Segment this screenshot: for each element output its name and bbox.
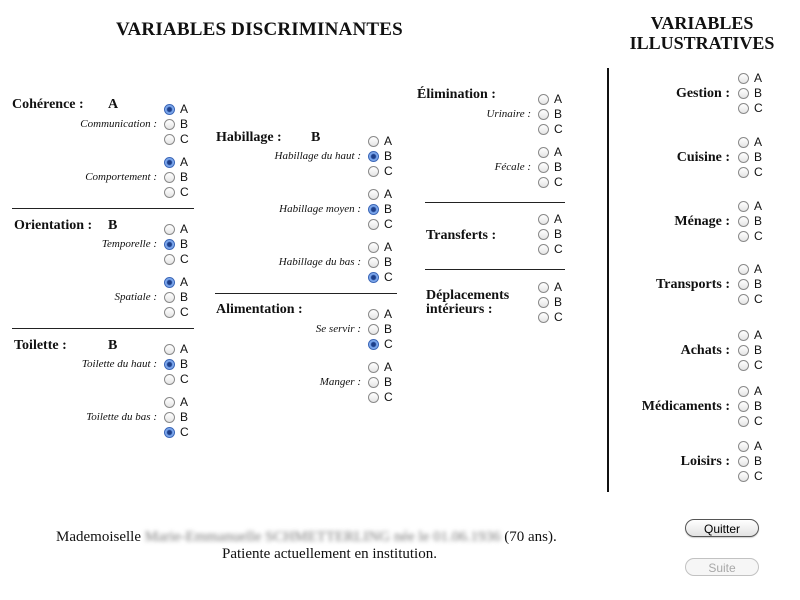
loisirs-option-b[interactable] [738, 454, 778, 469]
radio-option-label: C [754, 229, 763, 243]
toilette-label: Toilette : [14, 338, 67, 353]
loisirs-option-c[interactable] [738, 469, 778, 484]
patient-name: Marie-Emmanuelle SCHMETTERLING née le 01.06.1936 [144, 529, 501, 545]
radio-option-label: B [754, 86, 763, 100]
radio-option-label: C [384, 390, 393, 404]
radio-option-label: B [180, 290, 189, 304]
radio-option-label: B [180, 410, 189, 424]
loisirs-option-a[interactable] [738, 439, 778, 454]
radio-option-label: C [554, 175, 563, 189]
radio-button[interactable] [738, 216, 749, 227]
radio-button[interactable] [164, 292, 175, 303]
se-servir-label: Se servir : [315, 323, 361, 335]
deplacements-label: Déplacements intérieurs : [426, 288, 510, 317]
radio-button[interactable] [368, 189, 379, 200]
radio-option-label: A [180, 155, 189, 169]
radio-option-label: A [554, 212, 563, 226]
achats-option-a[interactable] [738, 328, 778, 343]
manger-radio-group [368, 360, 408, 405]
urinaire-option-c[interactable] [538, 122, 578, 137]
radio-option-label: C [180, 185, 189, 199]
radio-option-label: A [554, 280, 563, 294]
radio-option-label: A [554, 145, 563, 159]
radio-option-label: B [754, 454, 763, 468]
patient-line [56, 529, 557, 546]
radio-option-label: B [554, 227, 563, 241]
radio-button[interactable] [164, 104, 175, 115]
spatiale-option-b[interactable] [164, 290, 204, 305]
radio-button[interactable] [368, 257, 379, 268]
manger-label: Manger : [319, 376, 361, 388]
radio-button[interactable] [368, 309, 379, 320]
habillage-du-bas-radio-group [368, 240, 408, 285]
next-button[interactable]: Suite [685, 558, 759, 576]
radio-button[interactable] [738, 73, 749, 84]
transports-label: Transports : [655, 277, 730, 292]
radio-button[interactable] [738, 441, 749, 452]
radio-button[interactable] [368, 166, 379, 177]
radio-option-label: C [180, 305, 189, 319]
radio-option-label: C [754, 414, 763, 428]
radio-button[interactable] [738, 345, 749, 356]
achats-option-b[interactable] [738, 343, 778, 358]
radio-option-label: A [384, 307, 393, 321]
radio-option-label: B [384, 255, 393, 269]
radio-option-label: A [384, 187, 393, 201]
menage-option-a[interactable] [738, 199, 778, 214]
cuisine-option-a[interactable] [738, 135, 778, 150]
menage-label: Ménage : [674, 214, 730, 229]
spatiale-option-a[interactable] [164, 275, 204, 290]
manger-option-b[interactable] [368, 375, 408, 390]
transferts-option-c[interactable] [538, 242, 578, 257]
heading-variables-illustratives: VARIABLES ILLUSTRATIVES [629, 13, 775, 53]
radio-button[interactable] [738, 167, 749, 178]
transports-option-b[interactable] [738, 277, 778, 292]
radio-button[interactable] [738, 201, 749, 212]
radio-button[interactable] [538, 177, 549, 188]
medicaments-option-a[interactable] [738, 384, 778, 399]
spatiale-radio-group [164, 275, 204, 320]
radio-button[interactable] [738, 103, 749, 114]
se-servir-option-b[interactable] [368, 322, 408, 337]
radio-option-label: B [754, 277, 763, 291]
radio-button[interactable] [368, 151, 379, 162]
manger-option-c[interactable] [368, 390, 408, 405]
cuisine-option-c[interactable] [738, 165, 778, 180]
alimentation-label: Alimentation : [216, 302, 303, 317]
habillage-du-bas-option-c[interactable] [368, 270, 408, 285]
radio-option-label: C [554, 310, 563, 324]
radio-button[interactable] [164, 119, 175, 130]
toilette-du-haut-label: Toilette du haut : [81, 358, 157, 370]
radio-option-label: C [754, 101, 763, 115]
radio-button[interactable] [368, 377, 379, 388]
habillage-du-haut-option-c[interactable] [368, 164, 408, 179]
medicaments-option-c[interactable] [738, 414, 778, 429]
patient-age: (70 ans). [504, 529, 557, 545]
radio-button[interactable] [164, 397, 175, 408]
radio-button[interactable] [538, 214, 549, 225]
transports-option-c[interactable] [738, 292, 778, 307]
radio-option-label: B [384, 375, 393, 389]
heading-variables-discriminantes: VARIABLES DISCRIMINANTES [116, 19, 403, 40]
radio-option-label: C [180, 425, 189, 439]
radio-option-label: A [754, 439, 763, 453]
radio-option-label: A [554, 92, 563, 106]
radio-option-label: B [754, 399, 763, 413]
radio-option-label: B [754, 343, 763, 357]
radio-option-label: A [180, 222, 189, 236]
radio-button[interactable] [164, 239, 175, 250]
toilette-grade: B [108, 338, 118, 353]
separator-line [12, 328, 194, 329]
radio-button[interactable] [538, 124, 549, 135]
gestion-radio-group [738, 71, 778, 116]
transports-option-a[interactable] [738, 262, 778, 277]
loisirs-radio-group [738, 439, 778, 484]
habillage-moyen-label: Habillage moyen : [279, 203, 361, 215]
separator-line [215, 293, 397, 294]
radio-button[interactable] [164, 374, 175, 385]
radio-button[interactable] [368, 219, 379, 230]
radio-button[interactable] [368, 136, 379, 147]
radio-button[interactable] [164, 187, 175, 198]
radio-button[interactable] [738, 401, 749, 412]
radio-option-label: A [754, 71, 763, 85]
radio-button[interactable] [368, 392, 379, 403]
cuisine-option-b[interactable] [738, 150, 778, 165]
elimination-label: Élimination : [417, 87, 496, 102]
gestion-option-c[interactable] [738, 101, 778, 116]
coherence-label: Cohérence : [12, 97, 84, 112]
radio-option-label: B [554, 160, 563, 174]
comportement-option-a[interactable] [164, 155, 204, 170]
spatiale-option-c[interactable] [164, 305, 204, 320]
communication-option-a[interactable] [164, 102, 204, 117]
radio-option-label: C [754, 165, 763, 179]
habillage-moyen-option-b[interactable] [368, 202, 408, 217]
radio-button[interactable] [738, 88, 749, 99]
toilette-du-bas-radio-group [164, 395, 204, 440]
radio-button[interactable] [368, 339, 379, 350]
radio-button[interactable] [538, 282, 549, 293]
radio-button[interactable] [368, 272, 379, 283]
radio-button[interactable] [738, 264, 749, 275]
radio-button[interactable] [164, 172, 175, 183]
radio-option-label: A [754, 135, 763, 149]
cuisine-radio-group [738, 135, 778, 180]
radio-option-label: A [754, 328, 763, 342]
radio-button[interactable] [538, 147, 549, 158]
radio-option-label: C [180, 132, 189, 146]
toilette-du-bas-option-b[interactable] [164, 410, 204, 425]
medicaments-option-b[interactable] [738, 399, 778, 414]
radio-button[interactable] [368, 204, 379, 215]
radio-option-label: C [384, 337, 393, 351]
radio-option-label: B [754, 214, 763, 228]
radio-button[interactable] [738, 386, 749, 397]
habillage-du-haut-label: Habillage du haut : [274, 150, 361, 162]
habillage-du-bas-option-a[interactable] [368, 240, 408, 255]
radio-option-label: C [180, 372, 189, 386]
radio-option-label: C [384, 270, 393, 284]
medicaments-label: Médicaments : [641, 399, 730, 414]
radio-option-label: B [180, 117, 189, 131]
orientation-grade: B [108, 218, 118, 233]
achats-option-c[interactable] [738, 358, 778, 373]
radio-option-label: A [180, 102, 189, 116]
toilette-du-bas-option-a[interactable] [164, 395, 204, 410]
radio-button[interactable] [538, 109, 549, 120]
radio-option-label: B [754, 150, 763, 164]
habillage-du-bas-option-b[interactable] [368, 255, 408, 270]
fecale-option-c[interactable] [538, 175, 578, 190]
toilette-du-bas-label: Toilette du bas : [86, 411, 157, 423]
toilette-du-haut-option-a[interactable] [164, 342, 204, 357]
urinaire-label: Urinaire : [486, 108, 531, 120]
communication-option-c[interactable] [164, 132, 204, 147]
habillage-label: Habillage : [216, 130, 282, 145]
radio-button[interactable] [538, 94, 549, 105]
radio-option-label: B [384, 322, 393, 336]
achats-label: Achats : [680, 343, 730, 358]
radio-option-label: B [180, 357, 189, 371]
toilette-du-haut-option-b[interactable] [164, 357, 204, 372]
menage-option-c[interactable] [738, 229, 778, 244]
radio-button[interactable] [164, 412, 175, 423]
radio-option-label: A [384, 360, 393, 374]
toilette-du-haut-option-c[interactable] [164, 372, 204, 387]
radio-option-label: A [180, 395, 189, 409]
comportement-option-c[interactable] [164, 185, 204, 200]
radio-option-label: C [554, 122, 563, 136]
radio-button[interactable] [368, 362, 379, 373]
radio-button[interactable] [738, 279, 749, 290]
menage-radio-group [738, 199, 778, 244]
radio-button[interactable] [538, 244, 549, 255]
radio-button[interactable] [164, 344, 175, 355]
habillage-moyen-option-c[interactable] [368, 217, 408, 232]
se-servir-option-a[interactable] [368, 307, 408, 322]
habillage-du-haut-option-b[interactable] [368, 149, 408, 164]
deplacements-option-b[interactable] [538, 295, 578, 310]
radio-button[interactable] [738, 416, 749, 427]
radio-option-label: A [180, 342, 189, 356]
radio-button[interactable] [538, 229, 549, 240]
radio-option-label: B [554, 295, 563, 309]
cuisine-label: Cuisine : [676, 150, 730, 165]
radio-button[interactable] [738, 360, 749, 371]
radio-option-label: B [180, 237, 189, 251]
radio-button[interactable] [368, 242, 379, 253]
radio-option-label: B [554, 107, 563, 121]
separator-line [425, 202, 565, 203]
gestion-option-a[interactable] [738, 71, 778, 86]
communication-label: Communication : [80, 118, 157, 130]
radio-button[interactable] [164, 134, 175, 145]
habillage-du-haut-option-a[interactable] [368, 134, 408, 149]
deplacements-option-c[interactable] [538, 310, 578, 325]
patient-status: Patiente actuellement en institution. [222, 546, 437, 562]
quit-button[interactable]: Quitter [685, 519, 759, 537]
radio-option-label: C [384, 164, 393, 178]
habillage-du-haut-radio-group [368, 134, 408, 179]
comportement-option-b[interactable] [164, 170, 204, 185]
separator-line [12, 208, 194, 209]
coherence-grade: A [108, 97, 119, 112]
radio-option-label: C [754, 358, 763, 372]
temporelle-radio-group [164, 222, 204, 267]
radio-button[interactable] [368, 324, 379, 335]
radio-button[interactable] [738, 471, 749, 482]
radio-option-label: A [180, 275, 189, 289]
se-servir-radio-group [368, 307, 408, 352]
temporelle-option-c[interactable] [164, 252, 204, 267]
transports-radio-group [738, 262, 778, 307]
radio-option-label: A [384, 134, 393, 148]
radio-option-label: A [754, 262, 763, 276]
radio-button[interactable] [164, 359, 175, 370]
achats-radio-group [738, 328, 778, 373]
habillage-moyen-option-a[interactable] [368, 187, 408, 202]
radio-button[interactable] [164, 427, 175, 438]
menage-option-b[interactable] [738, 214, 778, 229]
radio-button[interactable] [164, 224, 175, 235]
radio-button[interactable] [164, 277, 175, 288]
radio-button[interactable] [164, 157, 175, 168]
communication-option-b[interactable] [164, 117, 204, 132]
toilette-du-bas-option-c[interactable] [164, 425, 204, 440]
temporelle-option-b[interactable] [164, 237, 204, 252]
toilette-du-haut-radio-group [164, 342, 204, 387]
medicaments-radio-group [738, 384, 778, 429]
radio-button[interactable] [538, 312, 549, 323]
radio-button[interactable] [738, 294, 749, 305]
radio-button[interactable] [538, 297, 549, 308]
radio-option-label: B [384, 202, 393, 216]
radio-option-label: B [180, 170, 189, 184]
radio-button[interactable] [738, 330, 749, 341]
radio-button[interactable] [164, 307, 175, 318]
fecale-label: Fécale : [494, 161, 531, 173]
gestion-option-b[interactable] [738, 86, 778, 101]
radio-button[interactable] [738, 456, 749, 467]
radio-option-label: C [754, 292, 763, 306]
urinaire-option-b[interactable] [538, 107, 578, 122]
radio-option-label: A [754, 384, 763, 398]
gestion-label: Gestion : [675, 86, 730, 101]
radio-option-label: C [384, 217, 393, 231]
radio-option-label: C [180, 252, 189, 266]
radio-option-label: A [384, 240, 393, 254]
transferts-label: Transferts : [426, 228, 497, 243]
radio-button[interactable] [738, 152, 749, 163]
se-servir-option-c[interactable] [368, 337, 408, 352]
manger-option-a[interactable] [368, 360, 408, 375]
comportement-radio-group [164, 155, 204, 200]
radio-button[interactable] [538, 162, 549, 173]
habillage-du-bas-label: Habillage du bas : [278, 256, 361, 268]
spatiale-label: Spatiale : [114, 291, 157, 303]
loisirs-label: Loisirs : [680, 454, 730, 469]
radio-button[interactable] [738, 137, 749, 148]
communication-radio-group [164, 102, 204, 147]
radio-option-label: B [384, 149, 393, 163]
radio-option-label: A [754, 199, 763, 213]
radio-button[interactable] [164, 254, 175, 265]
habillage-moyen-radio-group [368, 187, 408, 232]
radio-button[interactable] [738, 231, 749, 242]
patient-title: Mademoiselle [56, 529, 141, 545]
temporelle-option-a[interactable] [164, 222, 204, 237]
comportement-label: Comportement : [85, 171, 157, 183]
habillage-grade: B [311, 130, 321, 145]
orientation-label: Orientation : [14, 218, 93, 233]
temporelle-label: Temporelle : [101, 238, 157, 250]
radio-option-label: C [554, 242, 563, 256]
separator-line [425, 269, 565, 270]
radio-option-label: C [754, 469, 763, 483]
